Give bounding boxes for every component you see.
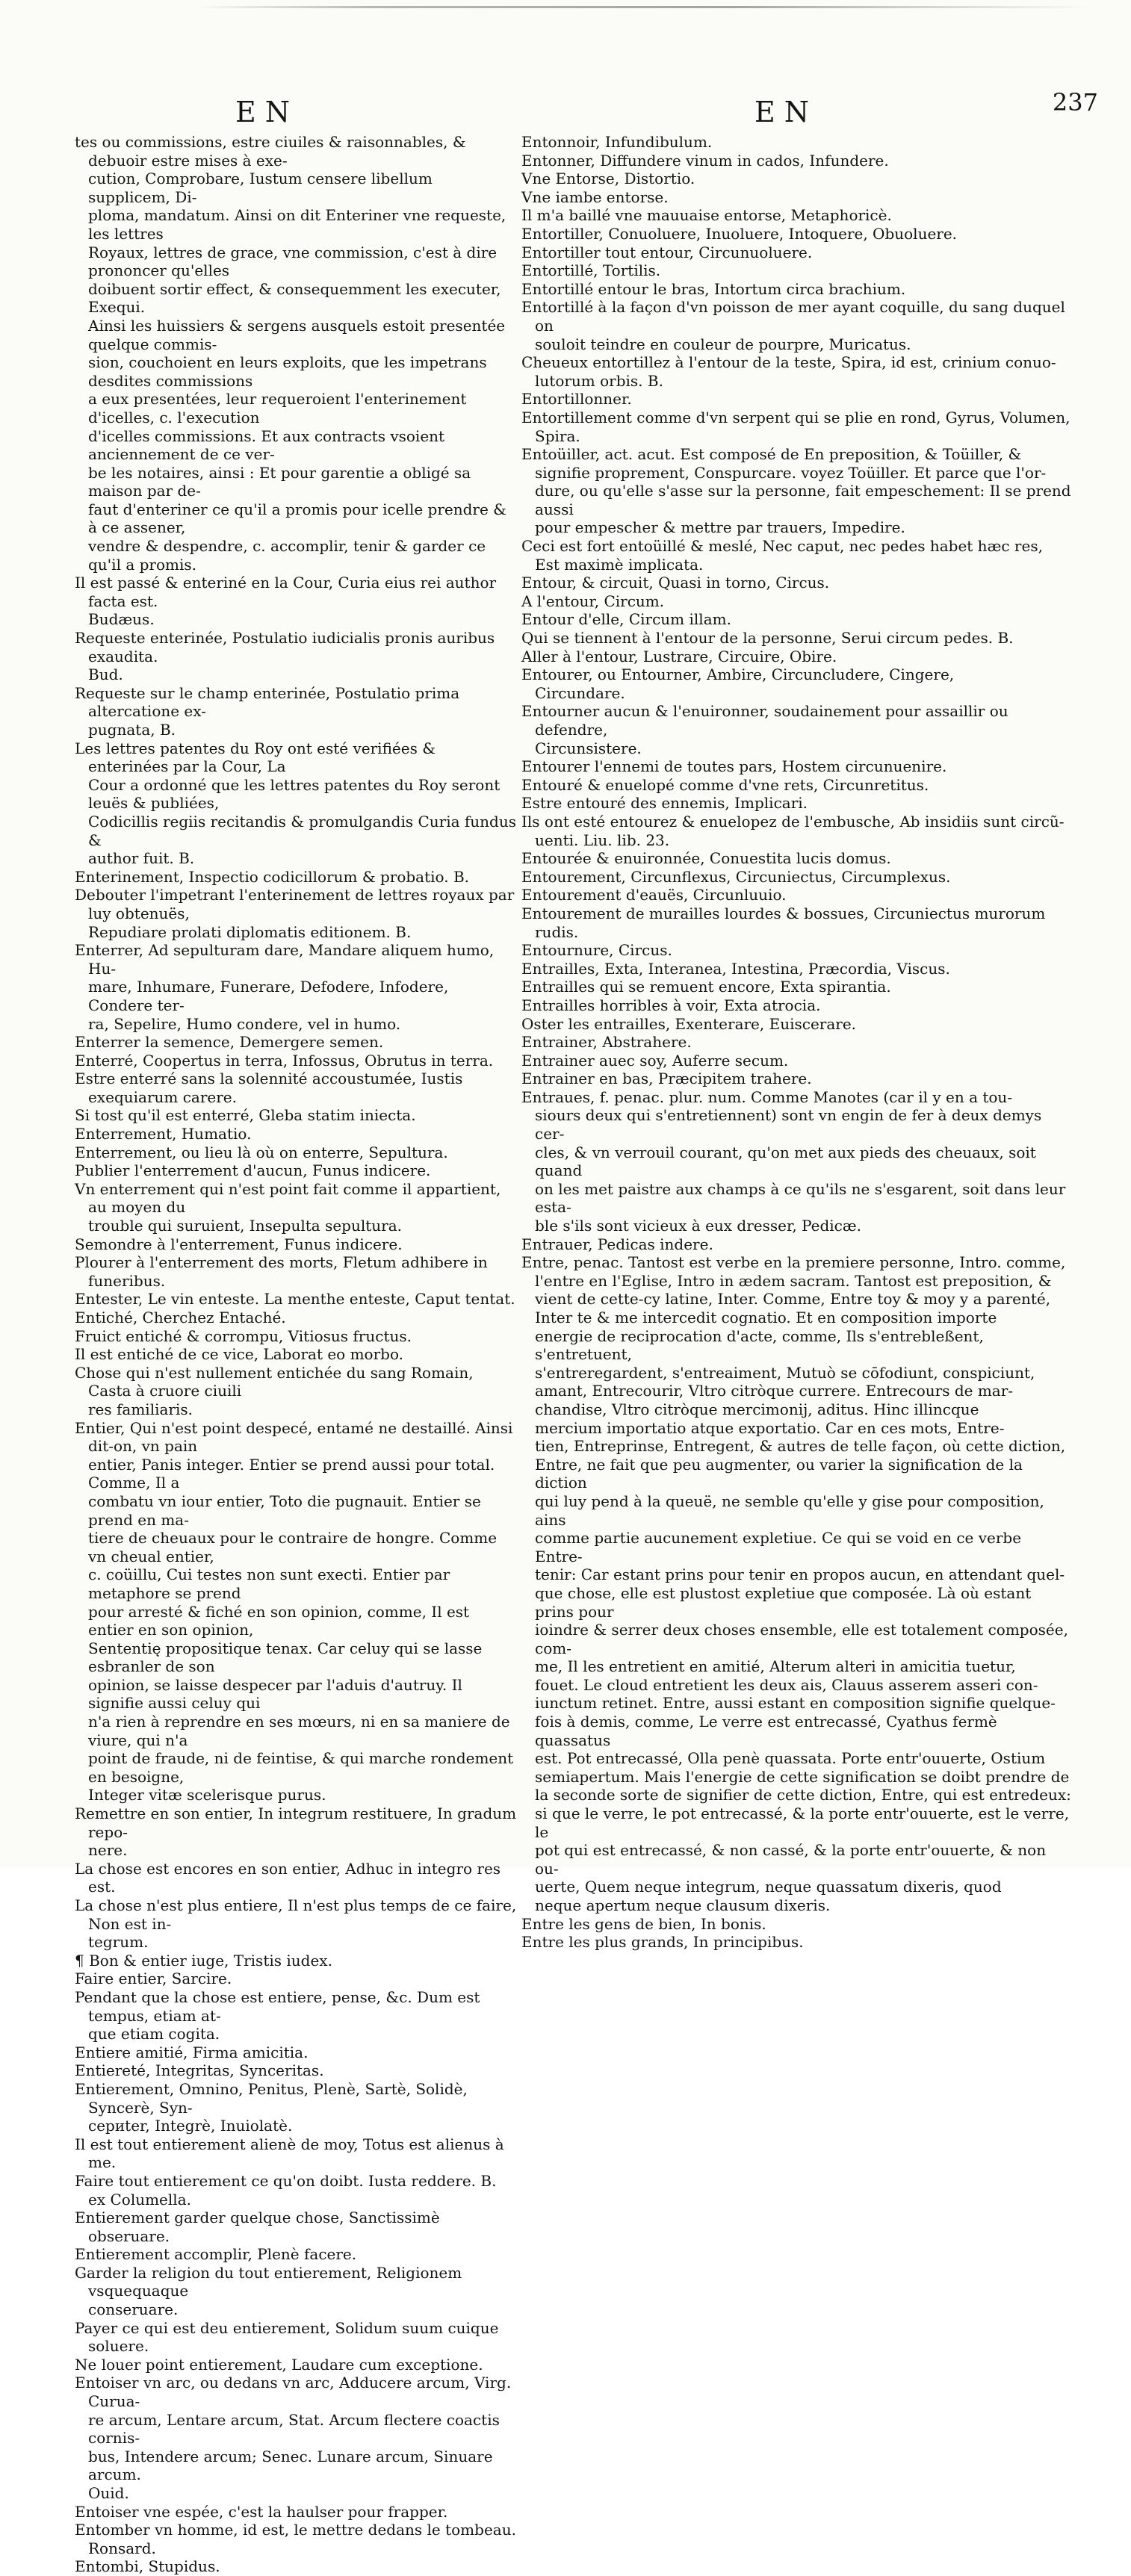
- top-scan-edge: [194, 6, 1091, 8]
- right-column: [521, 133, 1071, 1952]
- dictionary-entry: Entrailles qui se remuent encore, Exta spirantia.: [521, 978, 891, 996]
- dictionary-entry: Pendant que la chose est entiere, pense, &c. Dum est tempus, etiam at- que etiam cogita.: [75, 1987, 480, 2043]
- left-running-head: EN: [235, 96, 299, 128]
- dictionary-entry: Entoiser vne espée, c'est la haulser pour frapper.: [75, 2502, 448, 2521]
- dictionary-entry: Cheueux entortillez à l'entour de la teste, Spira, id est, crinium conuo- lutorum orbis. B.: [521, 353, 1056, 390]
- dictionary-entry: Entourée & enuironnée, Conuestita lucis domus.: [521, 849, 891, 868]
- dictionary-entry: Entourer, ou Entourner, Ambire, Circuncludere, Cingere, Circundare.: [521, 665, 955, 702]
- dictionary-entry: Ceci est fort entoüillé & meslé, Nec caput, nec pedes habet hæc res, Est maximè implicata.: [521, 537, 1043, 574]
- dictionary-entry: Entierement accomplir, Plenè facere.: [75, 2245, 357, 2264]
- dictionary-entry: Entoüiller, act. acut. Est composé de En preposition, & Toüiller, & signifie proprement, Conspurcare. voyez Toüiller. Et parce que l'or- dure, ou qu'elle s'asse sur la personne, fait empeschement: Il se prend aussi pour empescher & mettre par trauers, Impedire.: [521, 445, 1071, 537]
- dictionary-entry: Entier, Qui n'est point despecé, entamé ne destaillé. Ainsi dit-on, vn pain entier, Panis integer. Entier se prend aussi pour total. Comme, Il a combatu vn iour entier, Toto die pugnauit. Entier se prend en ma- tiere de cheuaux pour le contraire de hongre. Comme vn cheual entier, c. coüillu, Cui testes non sunt execti. Entier par metaphore se prend pour arresté & fiché en son opinion, comme, Il est entier en son opinion, Sententię propositique tenax. Car celuy qui se lasse esbranler de son opinion, se laisse despecer par l'aduis d'autruy. Il signifie aussi celuy qui n'a rien à reprendre en ses mœurs, ni en sa maniere de viure, qui n'a point de fraude, ni de feintise, & qui marche rondement en besoigne, Integer vitæ scelerisque purus.: [75, 1418, 514, 1804]
- dictionary-entry: Entre, penac. Tantost est verbe en la premiere personne, Intro. comme, l'entre en l'Eglise, Intro in ædem sacram. Tantost est preposition, & vient de cette-cy latine, Inter. Comme, Entre toy & moy y a parenté, Inter te & me intercedit cognatio. Et en composition importe energie de reciprocation d'acte, comme, Ils s'entrebleßent, s'entretuent, s'entreregardent, s'entreaiment, Mutuò se cōfodiunt, conspiciunt, amant, Entrecourir, Vltro citròque currere. Entrecours de mar- chandise, Vltro citròque mercimonij, aditus. Hinc illincque mercium importatio atque exportatio. Car en ces mots, Entre- tien, Entreprinse, Entregent, & autres de telle façon, où cette diction, Entre, ne fait que peu augmenter, ou varier la signification de la diction qui luy pend à la queuë, ne semble qu'elle y gise pour composition, ains comme partie aucunement expletiue. Ce qui se void en ce verbe Entre- tenir: Car estant prins pour tenir en propos aucun, en attendant quel- que chose, elle est plustost expletiue que composée. Là où estant prins pour ioindre & serrer deux choses ensemble, elle est totalement composée, com- me, Il les entretient en amitié, Alterum alteri in amicitia tuetur, fouet. Le cloud entretient les deux ais, Clauus asserem asseri con- iunctum retinet. Entre, aussi estant en composition signifie quelque- fois à demis, comme, Le verre est entrecassé, Cyathus fermè quassatus est. Pot entrecassé, Olla penè quassata. Porte entr'ouuerte, Ostium semiapertum. Mais l'energie de cette signification se doibt prendre de la seconde sorte de signifier de cette diction, Entre, qui est entredeux: si que le verre, le pot entrecassé, & la porte entr'ouuerte, est le verre, le pot qui est entrecassé, & non cassé, & la porte entr'ouuerte, & non ou- uerte, Quem neque integrum, neque quassatum dixeris, quod neque apertum neque clausum dixeris.: [521, 1253, 1071, 1914]
- dictionary-entry: Entrainer auec soy, Auferre secum.: [521, 1051, 789, 1070]
- dictionary-entry: Entester, Le vin enteste. La menthe enteste, Caput tentat.: [75, 1290, 515, 1309]
- dictionary-entry: Entortiller, Conuoluere, Inuoluere, Intoquere, Obuoluere.: [521, 224, 958, 243]
- dictionary-entry: Entiere amitié, Firma amicitia.: [75, 2043, 309, 2061]
- dictionary-entry: Entortillé entour le bras, Intortum circa brachium.: [521, 279, 906, 298]
- dictionary-entry: Il est passé & enteriné en la Cour, Curia eius rei author facta est. Budæus.: [75, 574, 497, 629]
- dictionary-entry: Entiereté, Integritas, Synceritas.: [75, 2061, 324, 2080]
- dictionary-entry: Fruict entiché & corrompu, Vitiosus fructus.: [75, 1326, 412, 1345]
- dictionary-entry: Entonnoir, Infundibulum.: [521, 133, 713, 151]
- dictionary-entry: Remettre en son entier, In integrum restituere, In gradum repo- nere.: [75, 1804, 517, 1860]
- dictionary-entry: Entortillonner.: [521, 390, 632, 409]
- dictionary-entry: Oster les entrailles, Exenterare, Euiscerare.: [521, 1014, 857, 1033]
- dictionary-entry: Entoiser vn arc, ou dedans vn arc, Adducere arcum, Virg. Curua- re arcum, Lentare arcum, Stat. Arcum flectere coactis cornis- bus, Intendere arcum; Senec. Lunare arcum, Sinuare arcum. Ouid.: [75, 2374, 512, 2502]
- dictionary-entry: Vne iambe entorse.: [521, 187, 669, 206]
- dictionary-entry: Entomber vn homme, id est, le mettre dedans le tombeau. Ronsard.: [75, 2521, 516, 2557]
- dictionary-entry: Entortiller tout entour, Circunuoluere.: [521, 243, 813, 261]
- dictionary-entry: Si tost qu'il est enterré, Gleba statim iniecta.: [75, 1106, 416, 1125]
- dictionary-entry: Enterrement, Humatio.: [75, 1125, 252, 1143]
- dictionary-entry: Aller à l'entour, Lustrare, Circuire, Obire.: [521, 647, 837, 665]
- dictionary-entry: Entouré & enuelopé comme d'vne rets, Circunretitus.: [521, 775, 929, 794]
- dictionary-entry: Entre les gens de bien, In bonis.: [521, 1914, 766, 1933]
- dictionary-entry: La chose est encores en son entier, Adhuc in integro res est.: [75, 1859, 501, 1896]
- dictionary-entry: Entournure, Circus.: [521, 941, 672, 960]
- dictionary-entry: Debouter l'impetrant l'enterinement de lettres royaux par luy obtenuës, Repudiare prolati diplomatis editionem. B.: [75, 886, 515, 941]
- dictionary-entry: Il est entiché de ce vice, Laborat eo morbo.: [75, 1345, 403, 1364]
- dictionary-entry: La chose n'est plus entiere, Il n'est plus temps de ce faire, Non est in- tegrum.: [75, 1896, 517, 1952]
- dictionary-entry: Enterrement, ou lieu là où on enterre, Sepultura.: [75, 1143, 448, 1161]
- dictionary-entry: A l'entour, Circum.: [521, 592, 665, 610]
- dictionary-entry: Entombi, Stupidus.: [75, 2557, 220, 2576]
- dictionary-entry: Vne Entorse, Distortio.: [521, 170, 695, 188]
- dictionary-entry: Enterré, Coopertus in terra, Infossus, Obrutus in terra.: [75, 1051, 494, 1070]
- dictionary-entry: Entrainer, Abstrahere.: [521, 1033, 692, 1052]
- dictionary-entry: Entierement garder quelque chose, Sanctissimè obseruare.: [75, 2209, 440, 2245]
- left-column: [75, 133, 517, 2576]
- dictionary-entry: Garder la religion du tout entierement, Religionem vsquequaque conseruare.: [75, 2263, 462, 2319]
- dictionary-entry: Entortillé à la façon d'vn poisson de mer ayant coquille, du sang duquel on souloit teindre en couleur de pourpre, Muricatus.: [521, 298, 1065, 353]
- dictionary-entry: Les lettres patentes du Roy ont esté verifiées & enterinées par la Cour, La Cour a ordonné que les lettres patentes du Roy seront leuës & publiées, Codicillis regiis recitandis & promulgandis Curia fundus & author fuit. B.: [75, 739, 516, 868]
- dictionary-entry: Faire tout entierement ce qu'on doibt. Iusta reddere. B. ex Columella.: [75, 2171, 497, 2209]
- dictionary-entry: Entourement d'eauës, Circunluuio.: [521, 886, 787, 904]
- dictionary-entry: Ne louer point entierement, Laudare cum exceptione.: [75, 2355, 483, 2374]
- dictionary-entry: Entour d'elle, Circum illam.: [521, 610, 731, 629]
- dictionary-entry: Estre enterré sans la solennité accoustumée, Iustis exequiarum carere.: [75, 1070, 463, 1106]
- dictionary-entry: ¶ Bon & entier iuge, Tristis iudex.: [75, 1951, 332, 1970]
- dictionary-entry: Entre les plus grands, In principibus.: [521, 1933, 804, 1952]
- dictionary-entry: Requeste sur le champ enterinée, Postulatio prima altercatione ex- pugnata, B.: [75, 683, 460, 739]
- page-number: 237: [1052, 88, 1098, 117]
- right-running-head: EN: [754, 96, 818, 128]
- dictionary-entry: Entierement, Omnino, Penitus, Plenè, Sartè, Solidè, Syncerè, Syn- cериter, Integrè, Inuiolatè.: [75, 2079, 468, 2135]
- dictionary-entry: Entiché, Cherchez Entaché.: [75, 1309, 286, 1326]
- dictionary-entry: Entourer l'ennemi de toutes pars, Hostem circunuenire.: [521, 757, 947, 776]
- dictionary-entry: Payer ce qui est deu entierement, Solidum suum cuique soluere.: [75, 2318, 499, 2356]
- dictionary-entry: Entrainer en bas, Præcipitem trahere.: [521, 1070, 812, 1088]
- dictionary-entry: Entrailles, Exta, Interanea, Intestina, Præcordia, Viscus.: [521, 959, 950, 978]
- dictionary-entry: Enterrer, Ad sepulturam dare, Mandare aliquem humo, Hu- mare, Inhumare, Funerare, Defodere, Infodere, Condere ter- ra, Sepelire, Humo condere, vel in humo.: [75, 941, 495, 1033]
- dictionary-entry: Requeste enterinée, Postulatio iudicialis pronis auribus exaudita. Bud.: [75, 629, 495, 684]
- dictionary-entry: Entraues, f. penac. plur. num. Comme Manotes (car il y en a tou- siours deux qui s'entretiennent) sont vn engin de fer à deux demys cer- cles, & vn verrouil courant, qu'on met aux pieds des cheuaux, soit quand on les met paistre aux champs à ce qu'ils ne s'esgarent, soit dans leur esta- ble s'ils sont vicieux à eux dresser, Pedicæ.: [521, 1087, 1066, 1235]
- dictionary-entry: Ils ont esté entourez & enuelopez de l'embusche, Ab insidiis sunt circũ- uenti. Liu. lib. 23.: [521, 812, 1065, 849]
- dictionary-entry: Semondre à l'enterrement, Funus indicere.: [75, 1235, 403, 1253]
- dictionary-entry: Entour, & circuit, Quasi in torno, Circus.: [521, 574, 830, 592]
- dictionary-entry: Enterinement, Inspectio codicillorum & probatio. B.: [75, 867, 469, 886]
- dictionary-entry: Vn enterrement qui n'est point fait comme il appartient, au moyen du trouble qui suruient, Insepulta sepultura.: [75, 1179, 501, 1235]
- dictionary-entry: Enterrer la semence, Demergere semen.: [75, 1033, 384, 1052]
- dictionary-entry: Entrauer, Pedicas indere.: [521, 1235, 713, 1253]
- dictionary-entry: Entonner, Diffundere vinum in cados, Infundere.: [521, 151, 889, 170]
- dictionary-entry: Entourement, Circunflexus, Circuniectus, Circumplexus.: [521, 867, 951, 886]
- dictionary-entry: tes ou commissions, estre ciuiles & raisonnables, & debuoir estre mises à exe- cution, Comprobare, Iustum censere libellum supplicem, Di- ploma, mandatum. Ainsi on dit Enteriner vne requeste, les lettres Royaux, lettres de grace, vne commission, c'est à dire prononcer qu'elles doibuent sortir effect, & consequemment les executer, Exequi. Ainsi les huissiers & sergens ausquels estoit presentée quelque commis- sion, couchoient en leurs exploits, que les impetrans desdites commissions a eux presentées, leur requeroient l'enterinement d'icelles, c. l'execution d'icelles commissions. Et aux contracts vsoient anciennement de ce ver- be les notaires, ainsi : Et pour garentie a obligé sa maison par de- faut d'enteriner ce qu'il a promis pour icelle prendre & à ce assener, vendre & despendre, c. accomplir, tenir & garder ce qu'il a promis.: [75, 133, 506, 574]
- dictionary-entry: Chose qui n'est nullement entichée du sang Romain, Casta à cruore ciuili res familiaris.: [75, 1363, 474, 1418]
- dictionary-entry: Il m'a baillé vne mauuaise entorse, Metaphoricè.: [521, 206, 892, 225]
- dictionary-entry: Faire entier, Sarcire.: [75, 1970, 232, 1988]
- dictionary-entry: Qui se tiennent à l'entour de la personne, Serui circum pedes. B.: [521, 629, 1014, 648]
- dictionary-entry: Plourer à l'enterrement des morts, Fletum adhibere in funeribus.: [75, 1253, 488, 1290]
- dictionary-entry: Publier l'enterrement d'aucun, Funus indicere.: [75, 1161, 431, 1180]
- dictionary-entry: Entortillé, Tortilis.: [521, 261, 661, 280]
- dictionary-entry: Il est tout entierement alienè de moy, Totus est alienus à me.: [75, 2135, 504, 2172]
- dictionary-entry: Entourement de murailles lourdes & bossues, Circuniectus murorum rudis.: [521, 904, 1046, 941]
- dictionary-entry: Entourner aucun & l'enuironner, soudainement pour assaillir ou defendre, Circunsistere.: [521, 702, 1008, 757]
- dictionary-entry: Entortillement comme d'vn serpent qui se plie en rond, Gyrus, Volumen, Spira.: [521, 408, 1070, 445]
- dictionary-entry: Entrailles horribles à voir, Exta atrocia.: [521, 996, 821, 1014]
- dictionary-entry: Estre entouré des ennemis, Implicari.: [521, 794, 808, 813]
